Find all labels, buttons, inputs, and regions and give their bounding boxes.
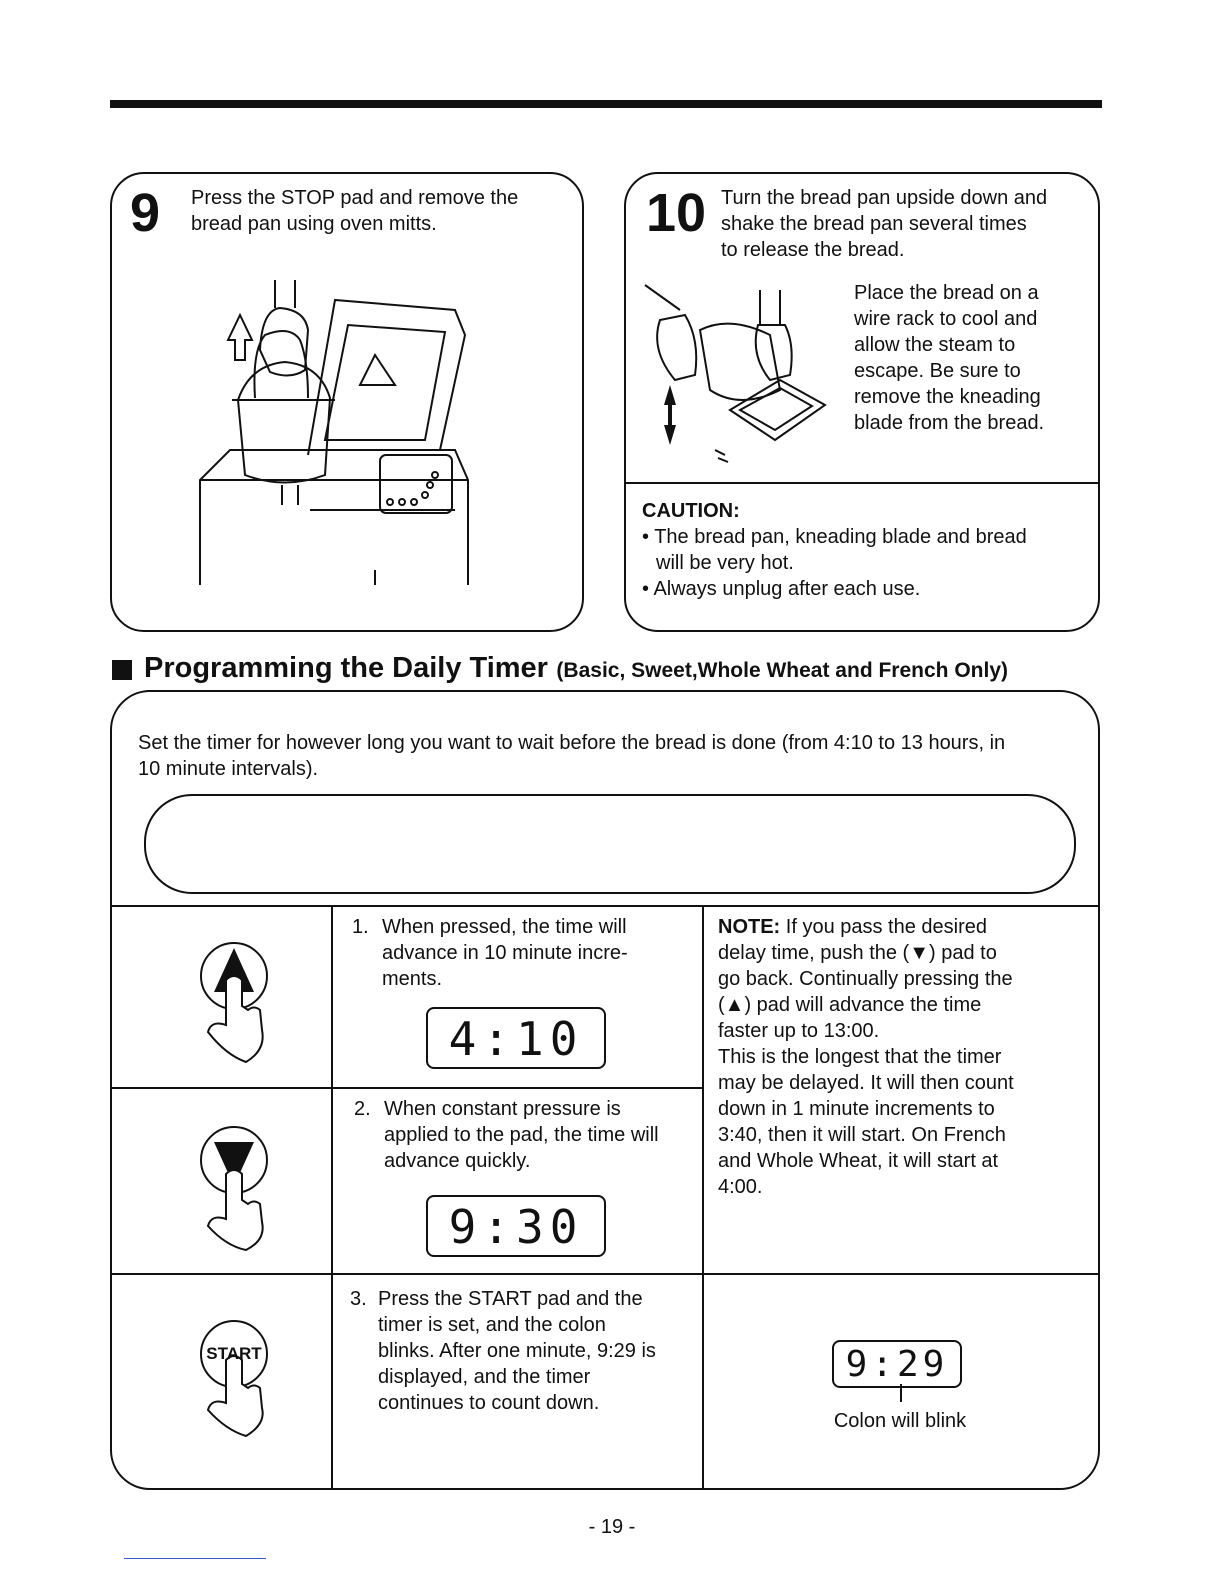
step-10-text [721, 185, 1047, 263]
bread-machine-illustration [190, 280, 480, 590]
caution-divider [624, 482, 1100, 484]
note-line: and Whole Wheat, it will start at [718, 1150, 999, 1172]
section-title: Programming the Daily Timer [144, 652, 548, 684]
section-heading [112, 652, 1112, 685]
note-line: may be delayed. It will then count [718, 1072, 1014, 1094]
step-line: blinks. After one minute, 9:29 is [378, 1340, 656, 1362]
intro-line: Set the timer for however long you want to wait before the bread is done (from 4:10 to 13 hours, in [138, 732, 1006, 754]
table-rule [110, 905, 1100, 907]
note-line: This is the longest that the timer [718, 1046, 1002, 1068]
step-line: continues to count down. [378, 1392, 600, 1414]
footer-link-line [124, 1558, 266, 1559]
note-line: 3:40, then it will start. On French [718, 1124, 1006, 1146]
note-line: faster up to 13:00. [718, 1020, 880, 1042]
bullet-square-icon [112, 660, 132, 680]
caution-title: CAUTION: [642, 500, 740, 522]
table-rule [110, 1087, 702, 1089]
note-line: ) pad will advance the time [744, 994, 982, 1016]
note-line: down in 1 minute increments to [718, 1098, 995, 1120]
note-label: NOTE: [718, 916, 781, 938]
step-line: Press the START pad and the [378, 1288, 643, 1310]
down-triangle-icon: ▼ [909, 942, 930, 964]
step-number: 3. [350, 1288, 367, 1310]
lcd-display-9-30: 9:30 [426, 1195, 606, 1257]
step-10-line: to release the bread. [721, 239, 905, 261]
side-line: escape. Be sure to [854, 360, 1021, 382]
caution-item-cont: will be very hot. [656, 552, 794, 574]
step-10-line: Turn the bread pan upside down and [721, 187, 1048, 209]
note-line: If you pass the desired [780, 916, 988, 938]
empty-rounded-box [144, 794, 1076, 894]
step-10-number: 10 [646, 183, 707, 243]
up-triangle-icon: ▲ [724, 994, 745, 1016]
step-line: displayed, and the timer [378, 1366, 591, 1388]
step-number: 1. [352, 916, 369, 938]
step-line: advance in 10 minute incre- [382, 942, 628, 964]
timer-intro [138, 730, 1083, 782]
note-line: 4:00. [718, 1176, 763, 1198]
page-number: - 19 - [588, 1516, 636, 1538]
start-label: START [206, 1344, 262, 1363]
caution-list [642, 524, 1082, 602]
step-9-line: Press the STOP pad and remove the [191, 187, 519, 209]
step-line: advance quickly. [384, 1150, 531, 1172]
step-line: When constant pressure is [384, 1098, 621, 1120]
side-line: remove the kneading [854, 386, 1041, 408]
table-rule [702, 905, 704, 1490]
down-pad-icon [196, 1124, 276, 1252]
start-pad-icon [196, 1318, 276, 1438]
step-line: applied to the pad, the time will [384, 1124, 659, 1146]
note-line: delay time, push the ( [718, 942, 910, 964]
step-number: 2. [354, 1098, 371, 1120]
timer-step-2 [354, 1096, 694, 1174]
intro-line: 10 minute intervals). [138, 758, 319, 780]
up-pad-icon [196, 940, 276, 1068]
caution-item: • The bread pan, kneading blade and bread [642, 526, 1027, 548]
step-9-text [191, 185, 518, 237]
side-line: wire rack to cool and [854, 308, 1038, 330]
lcd-display-4-10: 4:10 [426, 1007, 606, 1069]
side-line: allow the steam to [854, 334, 1016, 356]
note-line: go back. Continually pressing the [718, 968, 1013, 990]
step-10-side-text [854, 280, 1044, 436]
colon-caption: Colon will blink [833, 1410, 967, 1432]
shake-pan-illustration [640, 280, 840, 470]
step-line: timer is set, and the colon [378, 1314, 606, 1336]
colon-pointer [900, 1384, 902, 1402]
note-line: ( [718, 994, 725, 1016]
table-rule [110, 1273, 1100, 1275]
side-line: Place the bread on a [854, 282, 1039, 304]
lcd-display-9-29: 9:29 [832, 1340, 962, 1388]
top-rule [110, 100, 1102, 108]
step-line: When pressed, the time will [382, 916, 627, 938]
step-10-line: shake the bread pan several times [721, 213, 1027, 235]
side-line: blade from the bread. [854, 412, 1045, 434]
timer-note [718, 914, 1090, 1200]
caution-item: • Always unplug after each use. [642, 578, 921, 600]
timer-step-3 [350, 1286, 690, 1416]
section-subtitle: (Basic, Sweet,Whole Wheat and French Only) [556, 659, 1008, 682]
step-9-number: 9 [130, 183, 161, 243]
step-line: ments. [382, 968, 443, 990]
step-9-line: bread pan using oven mitts. [191, 213, 437, 235]
table-rule [331, 905, 333, 1490]
timer-step-1 [352, 914, 682, 992]
note-line: ) pad to [929, 942, 997, 964]
